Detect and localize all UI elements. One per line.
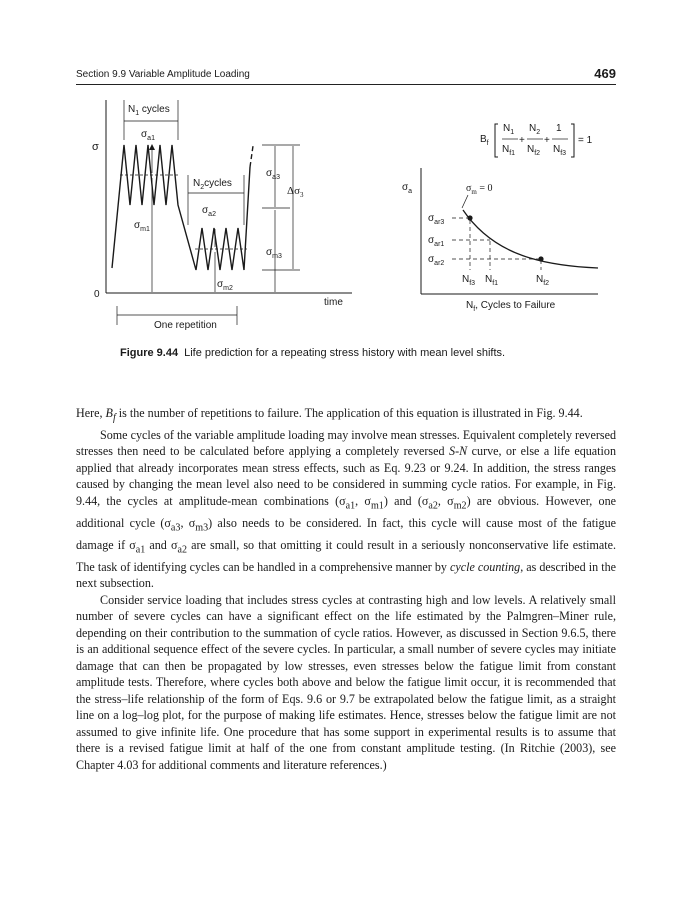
n1-cycles-label: $N_1$ cycles xyxy=(128,104,170,117)
eq-equals: = 1 xyxy=(578,135,593,146)
sigma-a3-label: $\sigma_{a3}$ xyxy=(266,168,280,181)
body-text xyxy=(76,405,616,773)
delta-sigma3-label: $\Delta\sigma_3$ xyxy=(287,185,304,199)
nf1-label: $N_{f1}$ xyxy=(485,274,499,287)
eq-nf1: $N_{f1}$ xyxy=(502,144,516,157)
running-head: Section 9.9 Variable Amplitude Loading xyxy=(76,69,250,80)
eq-left-bracket xyxy=(495,124,498,157)
sigma-a2-label: $\sigma_{a2}$ xyxy=(202,205,216,218)
eq-plus-1: + xyxy=(519,135,525,146)
sar2-label: $\sigma_{ar2}$ xyxy=(428,254,445,267)
point-nf3 xyxy=(467,215,472,220)
left-y-label: σ xyxy=(92,141,99,153)
paragraph-3: Consider service loading that includes stress cycles at contrasting high and low levels. A relatively small number of severe cycles can have a significant effect on the life estimated by the Palmgren–Miner rule, depending on their contribution to the summation of cycle ratios. However, as discussed in Section 9.6.5, there is an additional sequence effect of the severe cycles. In particular, a small number of severe cycles may initiate damage that can then be propagated by low stresses, even stresses below the fatigue limit from constant amplitude tests. Therefore, where cycles both above and below the fatigue limit occur, it is recommended that the stress–life relationship of the form of Eqs. 9.6 or 9.7 be extrapolated below the fatigue limit, as a straight line on a log–log plot, for the purpose of making life estimates. Hence, stresses below the fatigue limit are not assumed to give infinite life. One procedure that has some support in experimental results is to assume that there is a revised fatigue limit at half of the one from constant amplitude testing. (In Ritchie (2003), see Chapter 4.03 for additional comments and literature references.) xyxy=(76,592,616,772)
n2-cycles-label: $N_2cycles$ xyxy=(193,178,232,191)
sigma-a1-label: $\sigma_{a1}$ xyxy=(141,129,155,142)
figure-9-44 xyxy=(0,85,690,340)
eq-n2: $N_2$ xyxy=(529,123,541,136)
right-y-label: $\sigma_a$ xyxy=(402,182,413,195)
caption-label: Figure 9.44 xyxy=(120,347,179,359)
stress-waveform xyxy=(112,145,250,270)
sar1-label: $\sigma_{ar1}$ xyxy=(428,235,445,248)
eq-bf: $B_f$ xyxy=(480,134,489,147)
sm-zero-pointer xyxy=(462,195,468,208)
paragraph-1: Here, $B_f$ is the number of repetitions to failure. The application of this equation is illustrated in Fig. 9.44. xyxy=(76,406,583,424)
eq-plus-2: + xyxy=(544,135,550,146)
sigma-m3-label: $\sigma_{m3}$ xyxy=(266,247,282,260)
sar3-label: $\sigma_{ar3}$ xyxy=(428,213,445,226)
sigma-m2-label: $\sigma_{m2}$ xyxy=(217,279,233,292)
figure-caption xyxy=(120,347,505,359)
life-curve-plot xyxy=(421,168,598,294)
sigma-m1-label: $\sigma_{m1}$ xyxy=(134,220,150,233)
waveform-continuation xyxy=(250,146,253,167)
eq-nf2: $N_{f2}$ xyxy=(527,144,541,157)
zero-label: 0 xyxy=(94,289,100,300)
eq-one: 1 xyxy=(556,123,562,134)
page-number: 469 xyxy=(594,66,616,81)
right-x-label: $N_f$, Cycles to Failure xyxy=(466,300,556,313)
one-repetition-label: One repetition xyxy=(154,320,217,331)
miner-equation xyxy=(480,123,593,157)
page-header xyxy=(76,66,616,85)
eq-n1: $N_1$ xyxy=(503,123,515,136)
eq-nf3: $N_{f3}$ xyxy=(553,144,567,157)
caption-text: Life prediction for a repeating stress history with mean level shifts. xyxy=(184,347,506,359)
nf3-label: $N_{f3}$ xyxy=(462,274,476,287)
nf2-label: $N_{f2}$ xyxy=(536,274,550,287)
sm-zero-label: $\sigma_m = 0$ xyxy=(466,183,493,196)
time-label: time xyxy=(324,297,343,308)
eq-right-bracket xyxy=(571,124,574,157)
point-nf2 xyxy=(538,256,543,261)
paragraph-2: Some cycles of the variable amplitude loading may involve mean stresses. Equivalent completely reversed stresses then need to be calculated before applying a completely reversed S-N curve, or else a life equation applied that already incorporates mean stress effects, such as Eq. 9.23 or 9.24. In addition, the stress ranges caused by changing the mean level also need to be considered in summing cycle ratios. For example, in Fig. 9.44, the cycles at amplitude-mean combinations ($\sigma_{a1}$, $\sigma_{m1}$) and ($\sigma_{a2}$, $\sigma_{m2}$) are obvious. However, one additional cycle ($\sigma_{a3}$, $\sigma_{m3}$) also needs to be considered. In fact, this cycle will cause most of the fatigue damage if $\sigma_{a1}$ and $\sigma_{a2}$ are small, so that omitting it could result in a seriously nonconservative life estimate. The task of identifying cycles can be handled in a comprehensive manner by cycle counting, as described in the next subsection. xyxy=(76,427,617,591)
sigma-a1-arrowhead xyxy=(149,144,155,150)
